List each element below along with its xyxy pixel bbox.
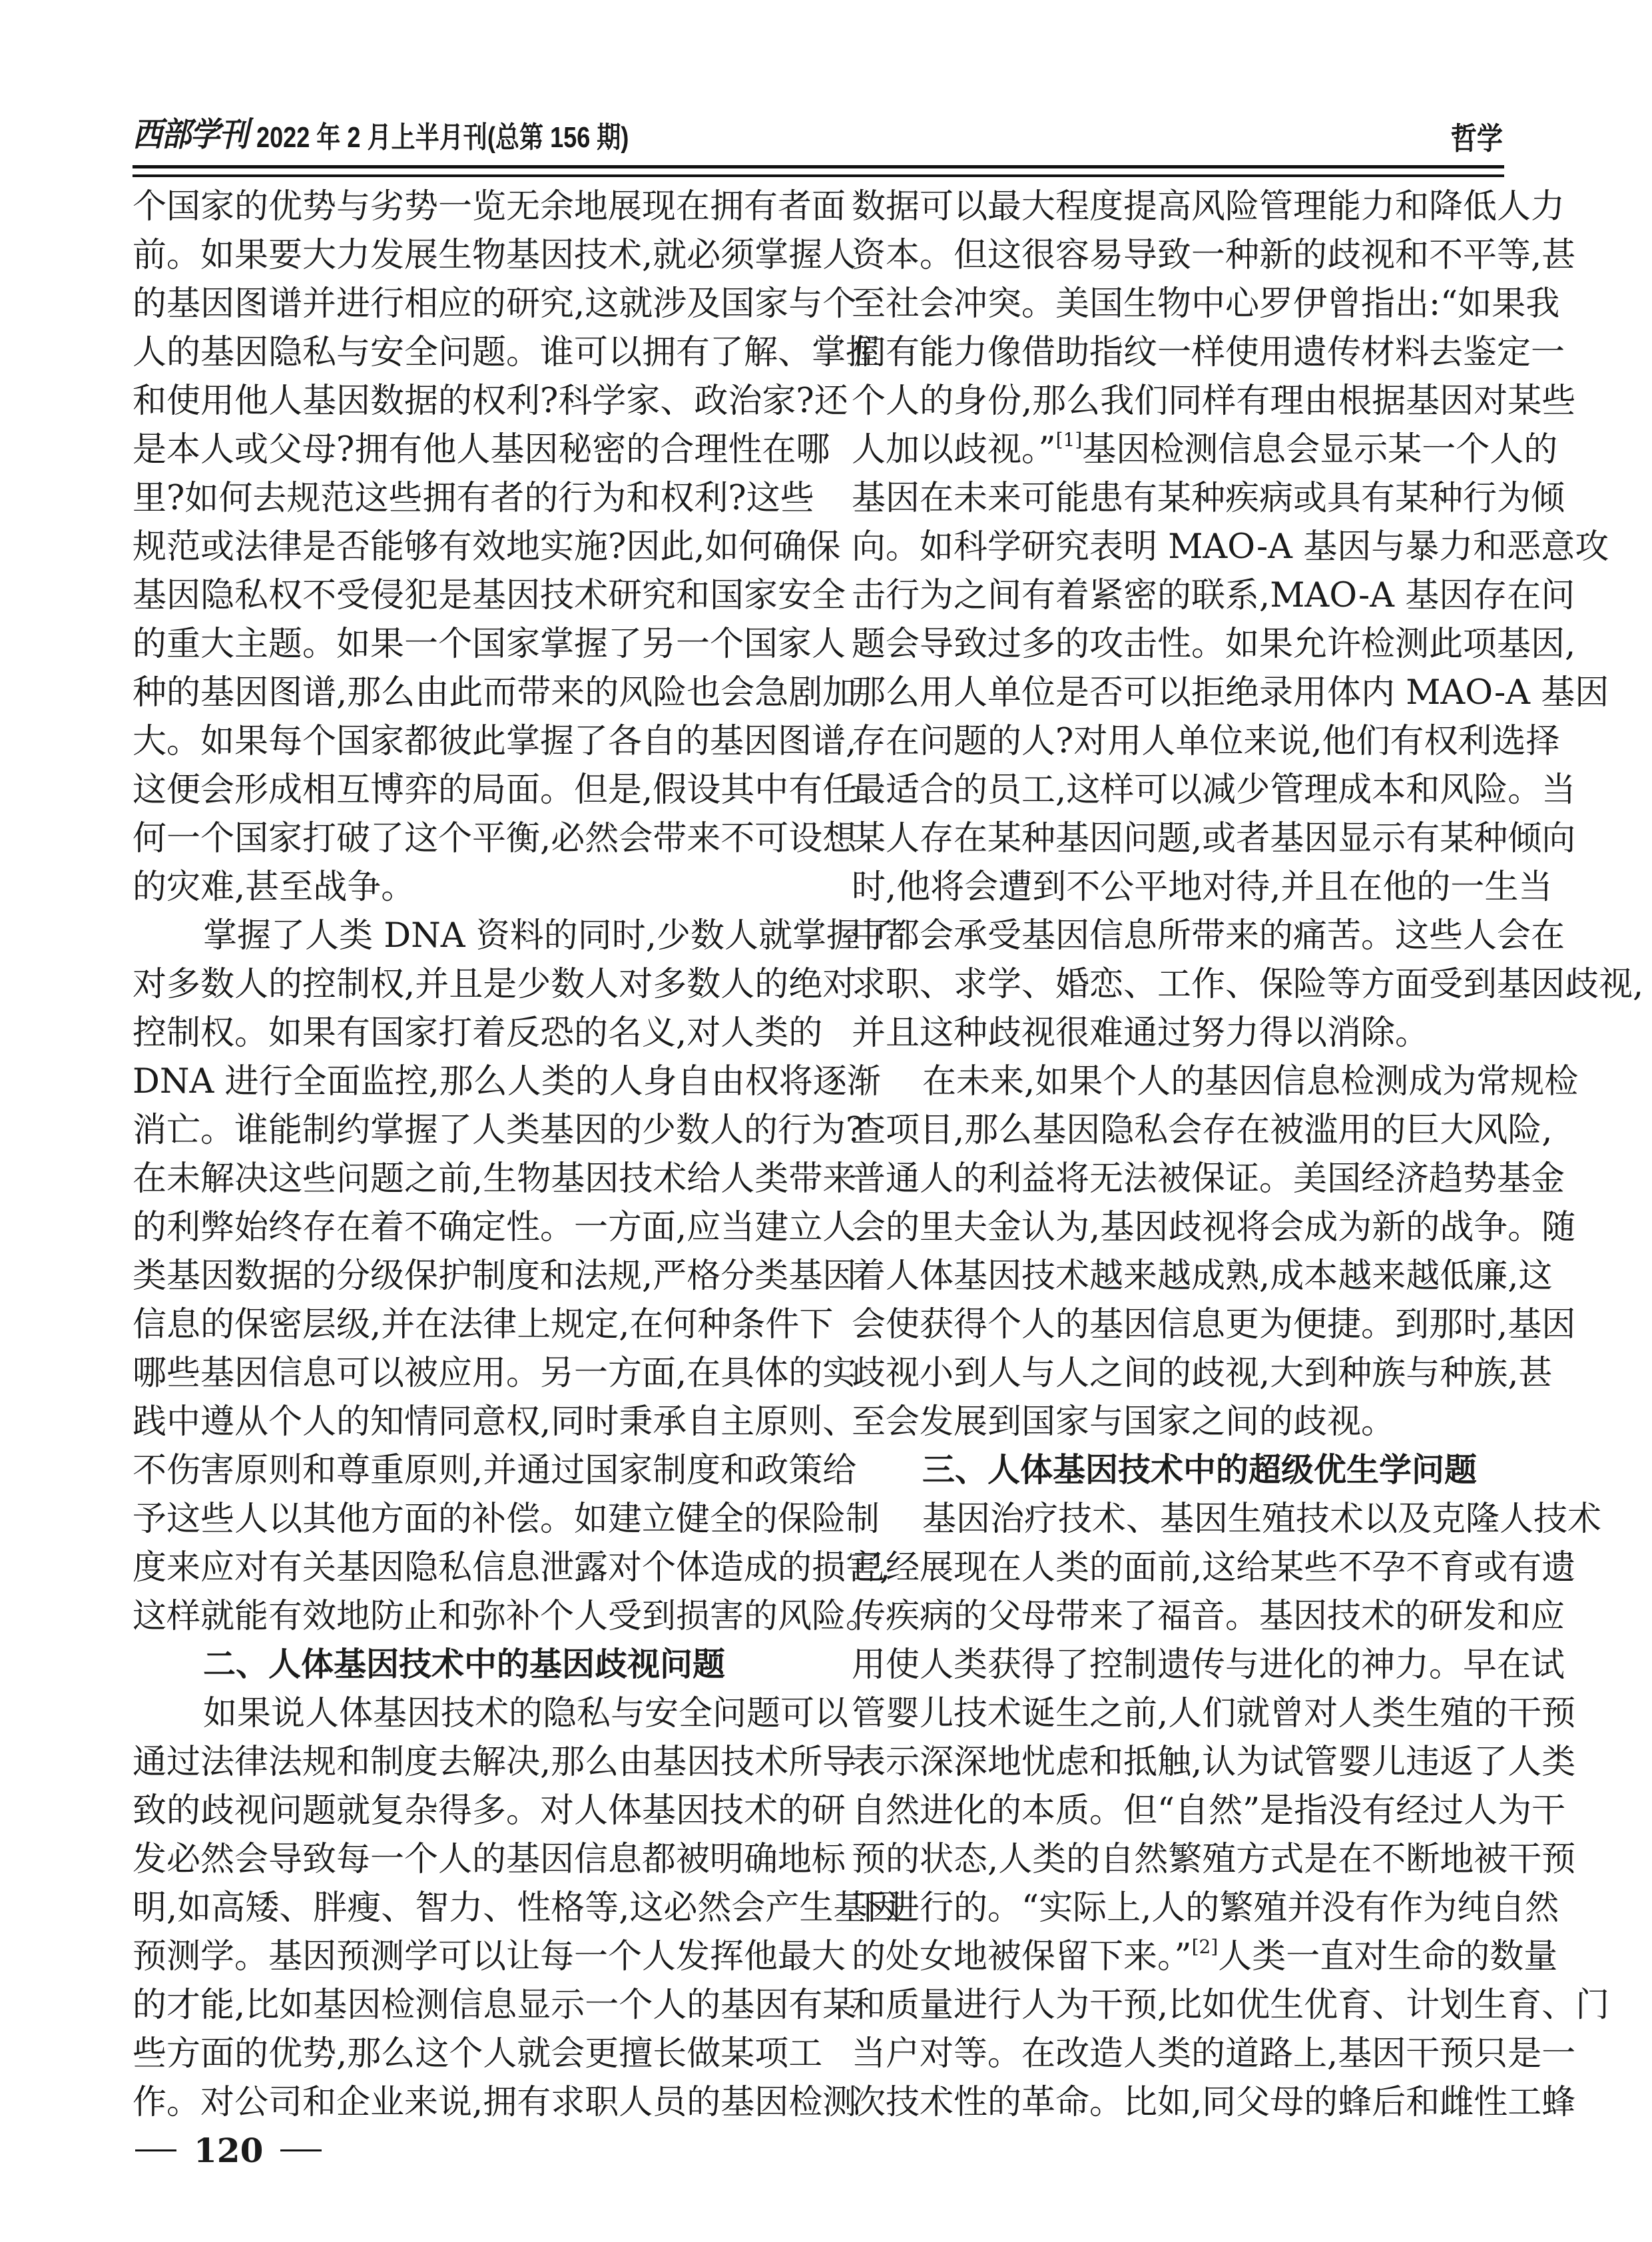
paragraph-line: 是本人或父母?拥有他人基因秘密的合理性在哪 — [133, 430, 830, 469]
paragraph-line: 通过法律法规和制度去解决,那么由基因技术所导 — [133, 1743, 857, 1782]
paragraph-line: 里?如何去规范这些拥有者的行为和权利?这些 — [133, 479, 814, 518]
paragraph-line: 的重大主题。如果一个国家掌握了另一个国家人 — [133, 625, 846, 664]
line-text: 人加以歧视。” — [852, 430, 1056, 469]
running-header — [133, 115, 710, 156]
paragraph-line: 的灾难,甚至战争。 — [133, 868, 415, 907]
paragraph-line: 会的里夫金认为,基因歧视将会成为新的战争。随 — [852, 1208, 1576, 1247]
section-heading: 二、人体基因技术中的基因歧视问题 — [203, 1647, 726, 1683]
line-text: 的处女地被保留下来。” — [852, 1937, 1192, 1976]
paragraph-line: 至会发展到国家与国家之间的歧视。 — [852, 1402, 1396, 1442]
paragraph-line: 并且这种歧视很难通过努力得以消除。 — [852, 1013, 1430, 1053]
paragraph-line: 击行为之间有着紧密的联系,MAO-A 基因存在问 — [852, 576, 1575, 615]
left-column — [133, 182, 902, 2127]
paragraph-line: 查项目,那么基因隐私会存在被滥用的巨大风险, — [852, 1111, 1553, 1150]
header-rule-bottom — [133, 174, 1504, 177]
paragraph-line: 某人存在某种基因问题,或者基因显示有某种倾向 — [852, 819, 1576, 858]
paragraph-line: 种的基因图谱,那么由此而带来的风险也会急剧加 — [133, 673, 857, 712]
paragraph-line: 存在问题的人?对用人单位来说,他们有权利选择 — [852, 722, 1560, 761]
paragraph-line: 前。如果要大力发展生物基因技术,就必须掌握人 — [133, 236, 857, 275]
journal-logo: 西部学刊 — [133, 115, 248, 154]
paragraph-line: 和质量进行人为干预,比如优生优育、计划生育、门 — [852, 1986, 1610, 2025]
paragraph-line: 下进行的。“实际上,人的繁殖并没有作为纯自然 — [852, 1888, 1559, 1928]
paragraph-line: 在未解决这些问题之前,生物基因技术给人类带来 — [133, 1159, 857, 1199]
paragraph-line: 的基因图谱并进行相应的研究,这就涉及国家与个 — [133, 284, 857, 324]
paragraph-line: 基因治疗技术、基因生殖技术以及克隆人技术 — [922, 1500, 1602, 1539]
paragraph-line: 这样就能有效地防止和弥补个人受到损害的风险。 — [133, 1597, 880, 1636]
paragraph-line: 题会导致过多的攻击性。如果允许检测此项基因, — [852, 625, 1576, 664]
paragraph-line: 们有能力像借助指纹一样使用遗传材料去鉴定一 — [852, 333, 1565, 372]
header-rule-top — [133, 165, 1504, 168]
paragraph-line: 传疾病的父母带来了福音。基因技术的研发和应 — [852, 1597, 1565, 1636]
paragraph-line: 和使用他人基因数据的权利?科学家、政治家?还 — [133, 382, 848, 421]
paragraph-line: 作。对公司和企业来说,拥有求职人员的基因检测 — [133, 2083, 857, 2122]
paragraph-line: 中都会承受基因信息所带来的痛苦。这些人会在 — [852, 916, 1565, 956]
paragraph-line: 的利弊始终存在着不确定性。一方面,应当建立人 — [133, 1208, 857, 1247]
paragraph-line: 预的状态,人类的自然繁殖方式是在不断地被干预 — [852, 1840, 1576, 1879]
paragraph-line: 大。如果每个国家都彼此掌握了各自的基因图谱, — [133, 722, 857, 761]
paragraph-line: 着人体基因技术越来越成熟,成本越来越低廉,这 — [852, 1257, 1553, 1296]
citation-ref: [2] — [1191, 1936, 1219, 1958]
paragraph-line: 基因隐私权不受侵犯是基因技术研究和国家安全 — [133, 576, 846, 615]
paragraph-line: 些方面的优势,那么这个人就会更擅长做某项工 — [133, 2034, 823, 2074]
footer-dash-left — [135, 2149, 176, 2151]
issue-info: 2022 年 2 月上半月刊(总第 156 期) — [256, 121, 629, 154]
paragraph-line: 用使人类获得了控制遗传与进化的神力。早在试 — [852, 1645, 1565, 1685]
paragraph-line: 人的基因隐私与安全问题。谁可以拥有了解、掌握 — [133, 333, 880, 372]
paragraph-line: 类基因数据的分级保护制度和法规,严格分类基因 — [133, 1257, 857, 1296]
paragraph-line: 致的歧视问题就复杂得多。对人体基因技术的研 — [133, 1791, 846, 1830]
paragraph-line: 基因在未来可能患有某种疾病或具有某种行为倾 — [852, 479, 1565, 518]
paragraph-line: 控制权。如果有国家打着反恐的名义,对人类的 — [133, 1013, 823, 1053]
paragraph-line: 表示深深地忧虑和抵触,认为试管婴儿违返了人类 — [852, 1743, 1576, 1782]
paragraph-line: 向。如科学研究表明 MAO-A 基因与暴力和恶意攻 — [852, 527, 1609, 567]
paragraph-line: 预测学。基因预测学可以让每一个人发挥他最大 — [133, 1937, 846, 1976]
right-column — [852, 182, 1644, 2127]
paragraph-line: DNA 进行全面监控,那么人类的人身自由权将逐渐 — [133, 1062, 881, 1101]
paragraph-line: 已经展现在人类的面前,这给某些不孕不育或有遗 — [852, 1548, 1576, 1587]
paragraph-line: 数据可以最大程度提高风险管理能力和降低人力 — [852, 187, 1565, 226]
paragraph-line: 掌握了人类 DNA 资料的同时,少数人就掌握了 — [203, 916, 894, 956]
paragraph-line: 那么用人单位是否可以拒绝录用体内 MAO-A 基因 — [852, 673, 1609, 712]
paragraph-line: 歧视小到人与人之间的歧视,大到种族与种族,甚 — [852, 1354, 1553, 1393]
paragraph-line: 时,他将会遭到不公平地对待,并且在他的一生当 — [852, 868, 1553, 907]
paragraph-line: 践中遵从个人的知情同意权,同时秉承自主原则、 — [133, 1402, 857, 1442]
paragraph-line: 个人的身份,那么我们同样有理由根据基因对某些 — [852, 382, 1576, 421]
paragraph-line: 发必然会导致每一个人的基因信息都被明确地标 — [133, 1840, 846, 1879]
paragraph-line: 在未来,如果个人的基因信息检测成为常规检 — [922, 1062, 1579, 1101]
paragraph-line: 如果说人体基因技术的隐私与安全问题可以 — [203, 1694, 849, 1733]
footer-dash-right — [280, 2149, 322, 2151]
paragraph-line: 自然进化的本质。但“自然”是指没有经过人为干 — [852, 1791, 1566, 1830]
paragraph-line: 消亡。谁能制约掌握了人类基因的少数人的行为? — [133, 1111, 864, 1150]
paragraph-line: 个国家的优势与劣势一览无余地展现在拥有者面 — [133, 187, 846, 226]
paragraph-line: 最适合的员工,这样可以减少管理成本和风险。当 — [852, 770, 1576, 810]
paragraph-line: 求职、求学、婚恋、工作、保险等方面受到基因歧视, — [852, 965, 1644, 1004]
paragraph-line: 的才能,比如基因检测信息显示一个人的基因有某 — [133, 1986, 857, 2025]
paragraph-line: 次技术性的革命。比如,同父母的蜂后和雌性工蜂 — [852, 2083, 1576, 2122]
paragraph-line: 至社会冲突。美国生物中心罗伊曾指出:“如果我 — [852, 284, 1560, 324]
paragraph-line: 资本。但这很容易导致一种新的歧视和不平等,甚 — [852, 236, 1576, 275]
paragraph-line: 度来应对有关基因隐私信息泄露对个体造成的损害, — [133, 1548, 891, 1587]
paragraph-line: 何一个国家打破了这个平衡,必然会带来不可设想 — [133, 819, 857, 858]
paragraph-line: 对多数人的控制权,并且是少数人对多数人的绝对 — [133, 965, 857, 1004]
paragraph-line — [852, 1932, 1558, 1981]
paragraph-line: 会使获得个人的基因信息更为便捷。到那时,基因 — [852, 1305, 1576, 1344]
paragraph-line: 规范或法律是否能够有效地实施?因此,如何确保 — [133, 527, 841, 567]
paragraph-line: 予这些人以其他方面的补偿。如建立健全的保险制 — [133, 1500, 880, 1539]
paragraph-line: 这便会形成相互博弈的局面。但是,假设其中有任 — [133, 770, 857, 810]
paragraph-line: 信息的保密层级,并在法律上规定,在何种条件下 — [133, 1305, 834, 1344]
paragraph-line: 哪些基因信息可以被应用。另一方面,在具体的实 — [133, 1354, 857, 1393]
citation-ref: [1] — [1055, 429, 1083, 451]
paragraph-line: 普通人的利益将无法被保证。美国经济趋势基金 — [852, 1159, 1565, 1199]
section-heading: 三、人体基因技术中的超级优生学问题 — [922, 1452, 1478, 1488]
paragraph-line: 当户对等。在改造人类的道路上,基因干预只是一 — [852, 2034, 1576, 2074]
line-text: 人类一直对生命的数量 — [1218, 1937, 1558, 1976]
page-footer — [135, 2131, 322, 2170]
page-number: 120 — [194, 2131, 264, 2170]
section-label: 哲学 — [1450, 121, 1503, 156]
line-text: 基因检测信息会显示某一个人的 — [1082, 430, 1558, 469]
paragraph-line: 管婴儿技术诞生之前,人们就曾对人类生殖的干预 — [852, 1694, 1576, 1733]
paragraph-line — [852, 425, 1558, 474]
paragraph-line: 明,如高矮、胖瘦、智力、性格等,这必然会产生基因 — [133, 1888, 902, 1928]
paragraph-line: 不伤害原则和尊重原则,并通过国家制度和政策给 — [133, 1451, 857, 1490]
